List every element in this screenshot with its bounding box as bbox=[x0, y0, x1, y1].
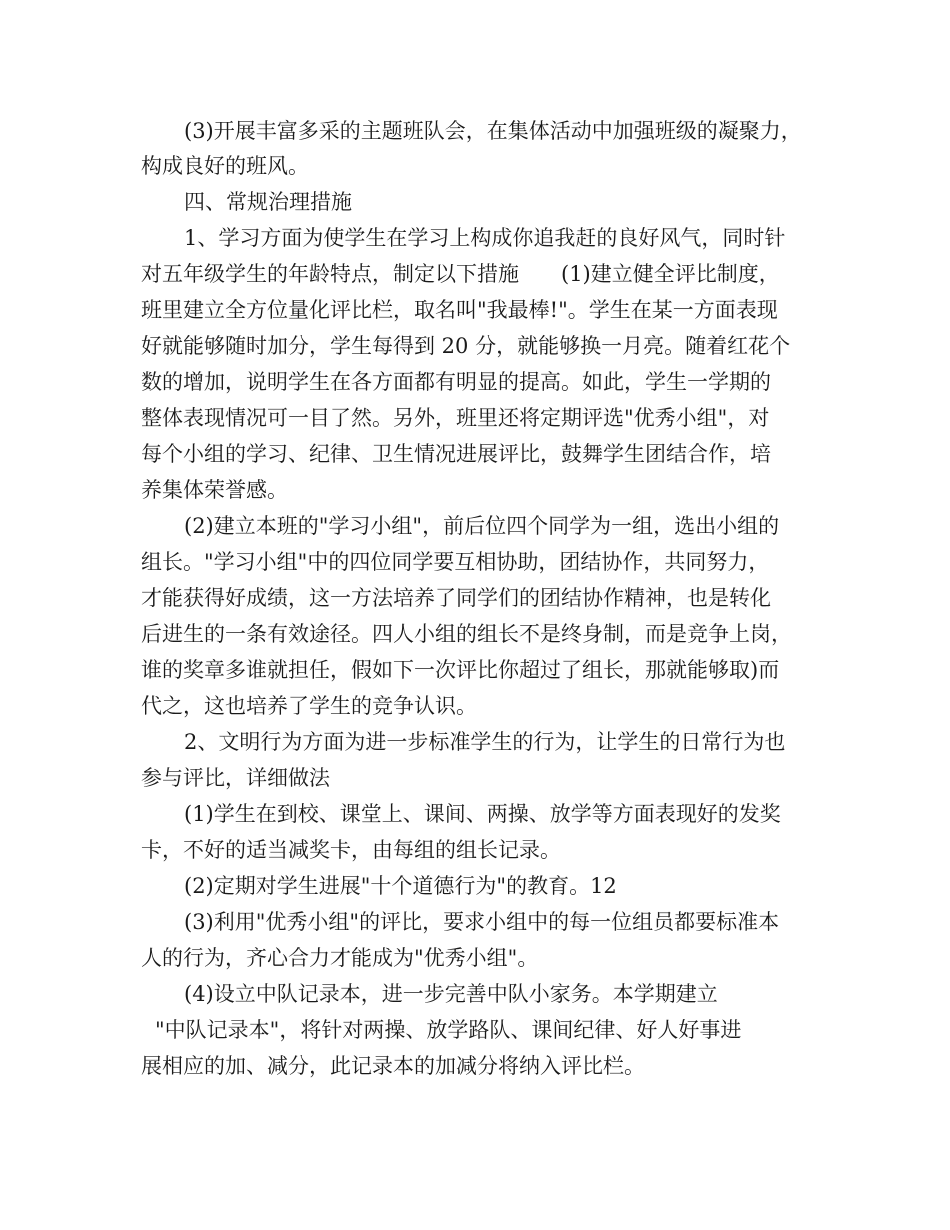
paragraph-line: 谁的奖章多谁就担任，假如下一次评比你超过了组长，那就能够取)而 bbox=[141, 658, 780, 682]
paragraph-line: 1、学习方面为使学生在学习上构成你追我赶的良好风气，同时针 bbox=[184, 226, 786, 250]
paragraph-line: "中队记录本"，将针对两操、放学路队、课间纪律、好人好事进 bbox=[155, 1018, 742, 1042]
paragraph-line: 卡，不好的适当减奖卡，由每组的组长记录。 bbox=[141, 838, 561, 862]
section-heading: 四、常规治理措施 bbox=[184, 190, 352, 214]
paragraph-line: 代之，这也培养了学生的竞争认识。 bbox=[141, 694, 477, 718]
paragraph-line: (3)开展丰富多采的主题班队会，在集体活动中加强班级的凝聚力， bbox=[184, 119, 802, 143]
paragraph-line: (2)定期对学生进展"十个道德行为"的教育。12 bbox=[184, 874, 617, 898]
paragraph-line: 整体表现情况可一目了然。另外，班里还将定期评选"优秀小组"，对 bbox=[141, 406, 770, 430]
paragraph-line: 班里建立全方位量化评比栏，取名叫"我最棒!"。学生在某一方面表现 bbox=[141, 298, 778, 322]
paragraph-line: 构成良好的班风。 bbox=[141, 154, 309, 178]
paragraph-line: 参与评比，详细做法 bbox=[141, 766, 330, 790]
paragraph-line: 对五年级学生的年龄特点，制定以下措施 (1)建立健全评比制度， bbox=[141, 262, 780, 286]
paragraph-line: 数的增加，说明学生在各方面都有明显的提高。如此，学生一学期的 bbox=[141, 370, 771, 394]
paragraph-line: 好就能够随时加分，学生每得到 20 分，就能够换一月亮。随着红花个 bbox=[141, 334, 791, 358]
paragraph-line: 后进生的一条有效途径。四人小组的组长不是终身制，而是竞争上岗， bbox=[141, 622, 792, 646]
paragraph-line: 组长。"学习小组"中的四位同学要互相协助，团结协作，共同努力， bbox=[141, 550, 770, 574]
paragraph-line: (2)建立本班的"学习小组"，前后位四个同学为一组，选出小组的 bbox=[184, 514, 780, 538]
paragraph-line: (4)设立中队记录本，进一步完善中队小家务。本学期建立 bbox=[184, 982, 718, 1006]
paragraph-line: 每个小组的学习、纪律、卫生情况进展评比，鼓舞学生团结合作，培 bbox=[141, 442, 771, 466]
paragraph-line: 养集体荣誉感。 bbox=[141, 478, 288, 502]
paragraph-line: (1)学生在到校、课堂上、课间、两操、放学等方面表现好的发奖 bbox=[184, 802, 781, 826]
paragraph-line: (3)利用"优秀小组"的评比，要求小组中的每一位组员都要标准本 bbox=[184, 910, 780, 934]
paragraph-line: 2、文明行为方面为进一步标准学生的行为，让学生的日常行为也 bbox=[184, 730, 786, 754]
paragraph-line: 人的行为，齐心合力才能成为"优秀小组"。 bbox=[141, 946, 539, 970]
paragraph-line: 展相应的加、减分，此记录本的加减分将纳入评比栏。 bbox=[141, 1054, 645, 1078]
paragraph-line: 才能获得好成绩，这一方法培养了同学们的团结协作精神，也是转化 bbox=[141, 586, 771, 610]
